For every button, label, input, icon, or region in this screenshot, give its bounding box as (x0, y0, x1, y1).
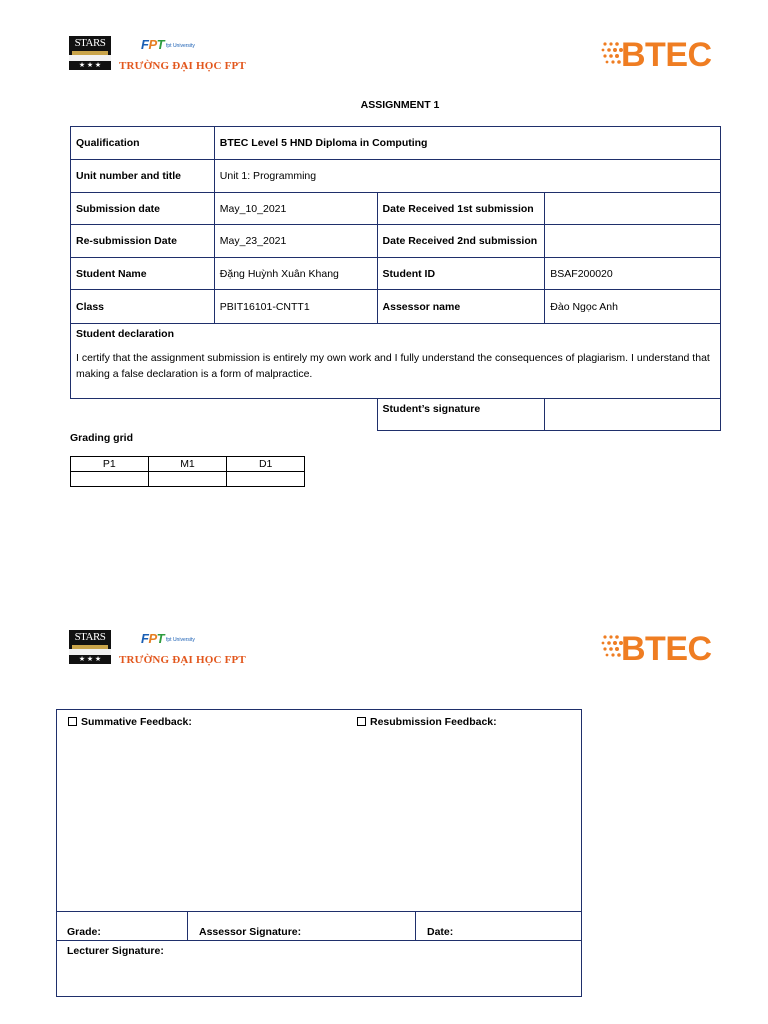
assessor-signature-label: Assessor Signature: (199, 926, 302, 938)
blank-cell (71, 399, 378, 431)
summative-checkbox-icon[interactable] (68, 717, 77, 726)
grading-grid-heading: Grading grid (70, 432, 133, 444)
grid-col-d1: D1 (227, 457, 305, 472)
fpt-name: TRƯỜNG ĐẠI HỌC FPT (119, 60, 246, 72)
date-received-2-label: Date Received 2nd submission (377, 225, 545, 258)
divider (187, 911, 188, 940)
divider (57, 940, 581, 941)
grid-col-m1: M1 (148, 457, 227, 472)
date-label: Date: (427, 926, 454, 938)
divider (415, 911, 416, 940)
btec-dots-icon-2 (601, 633, 623, 659)
class-value: PBIT16101-CNTT1 (214, 290, 377, 324)
resubmission-date-value: May_23_2021 (214, 225, 377, 258)
qualification-label: Qualification (71, 127, 215, 160)
unit-label: Unit number and title (71, 160, 215, 193)
declaration-text: I certify that the assignment submission is entirely my own work and I fully understand the consequences of plagiarism. I understand that making a false declaration is a form of malpractice. (76, 352, 710, 380)
declaration-label: Student declaration (76, 328, 175, 340)
stars-logo-2: STARS ★ ★ ★ (69, 630, 111, 664)
resubmission-feedback[interactable]: Resubmission Feedback: (357, 716, 497, 728)
grid-cell-m1 (148, 472, 227, 487)
class-label: Class (71, 290, 215, 324)
fpt-logo-2: FPT (141, 631, 165, 646)
declaration-cell (71, 324, 721, 399)
cover-table (70, 126, 721, 431)
summative-feedback[interactable]: Summative Feedback: (68, 716, 192, 728)
assessor-name-label: Assessor name (377, 290, 545, 324)
date-received-2-value (545, 225, 721, 258)
fpt-logo: FPT (141, 37, 165, 52)
page-title: ASSIGNMENT 1 (360, 99, 440, 111)
date-received-1-label: Date Received 1st submission (377, 193, 545, 225)
fpt-university-text-2: fpt University (166, 637, 195, 643)
signature-label: Student’s signature (377, 399, 545, 431)
date-received-1-value (545, 193, 721, 225)
btec-logo-2: BTEC (621, 630, 712, 668)
feedback-box (56, 709, 582, 997)
qualification-value: BTEC Level 5 HND Diploma in Computing (214, 127, 720, 160)
student-id-label: Student ID (377, 258, 545, 290)
assessor-name-value: Đào Ngọc Anh (545, 290, 721, 324)
resubmission-date-label: Re-submission Date (71, 225, 215, 258)
grade-label: Grade: (67, 926, 101, 938)
submission-date-label: Submission date (71, 193, 215, 225)
btec-logo: BTEC (621, 36, 712, 74)
fpt-university-text: fpt University (166, 43, 195, 49)
divider (57, 911, 581, 912)
student-name-label: Student Name (71, 258, 215, 290)
unit-value: Unit 1: Programming (214, 160, 720, 193)
resubmission-checkbox-icon[interactable] (357, 717, 366, 726)
grid-cell-d1 (227, 472, 305, 487)
grid-col-p1: P1 (71, 457, 149, 472)
signature-value (545, 399, 721, 431)
grading-grid (70, 456, 305, 487)
fpt-name-2: TRƯỜNG ĐẠI HỌC FPT (119, 654, 246, 666)
btec-dots-icon (601, 40, 623, 66)
submission-date-value: May_10_2021 (214, 193, 377, 225)
lecturer-signature-label: Lecturer Signature: (67, 945, 164, 957)
student-name-value: Đặng Huỳnh Xuân Khang (214, 258, 377, 290)
student-id-value: BSAF200020 (545, 258, 721, 290)
grid-cell-p1 (71, 472, 149, 487)
stars-logo: STARS ★ ★ ★ (69, 36, 111, 70)
